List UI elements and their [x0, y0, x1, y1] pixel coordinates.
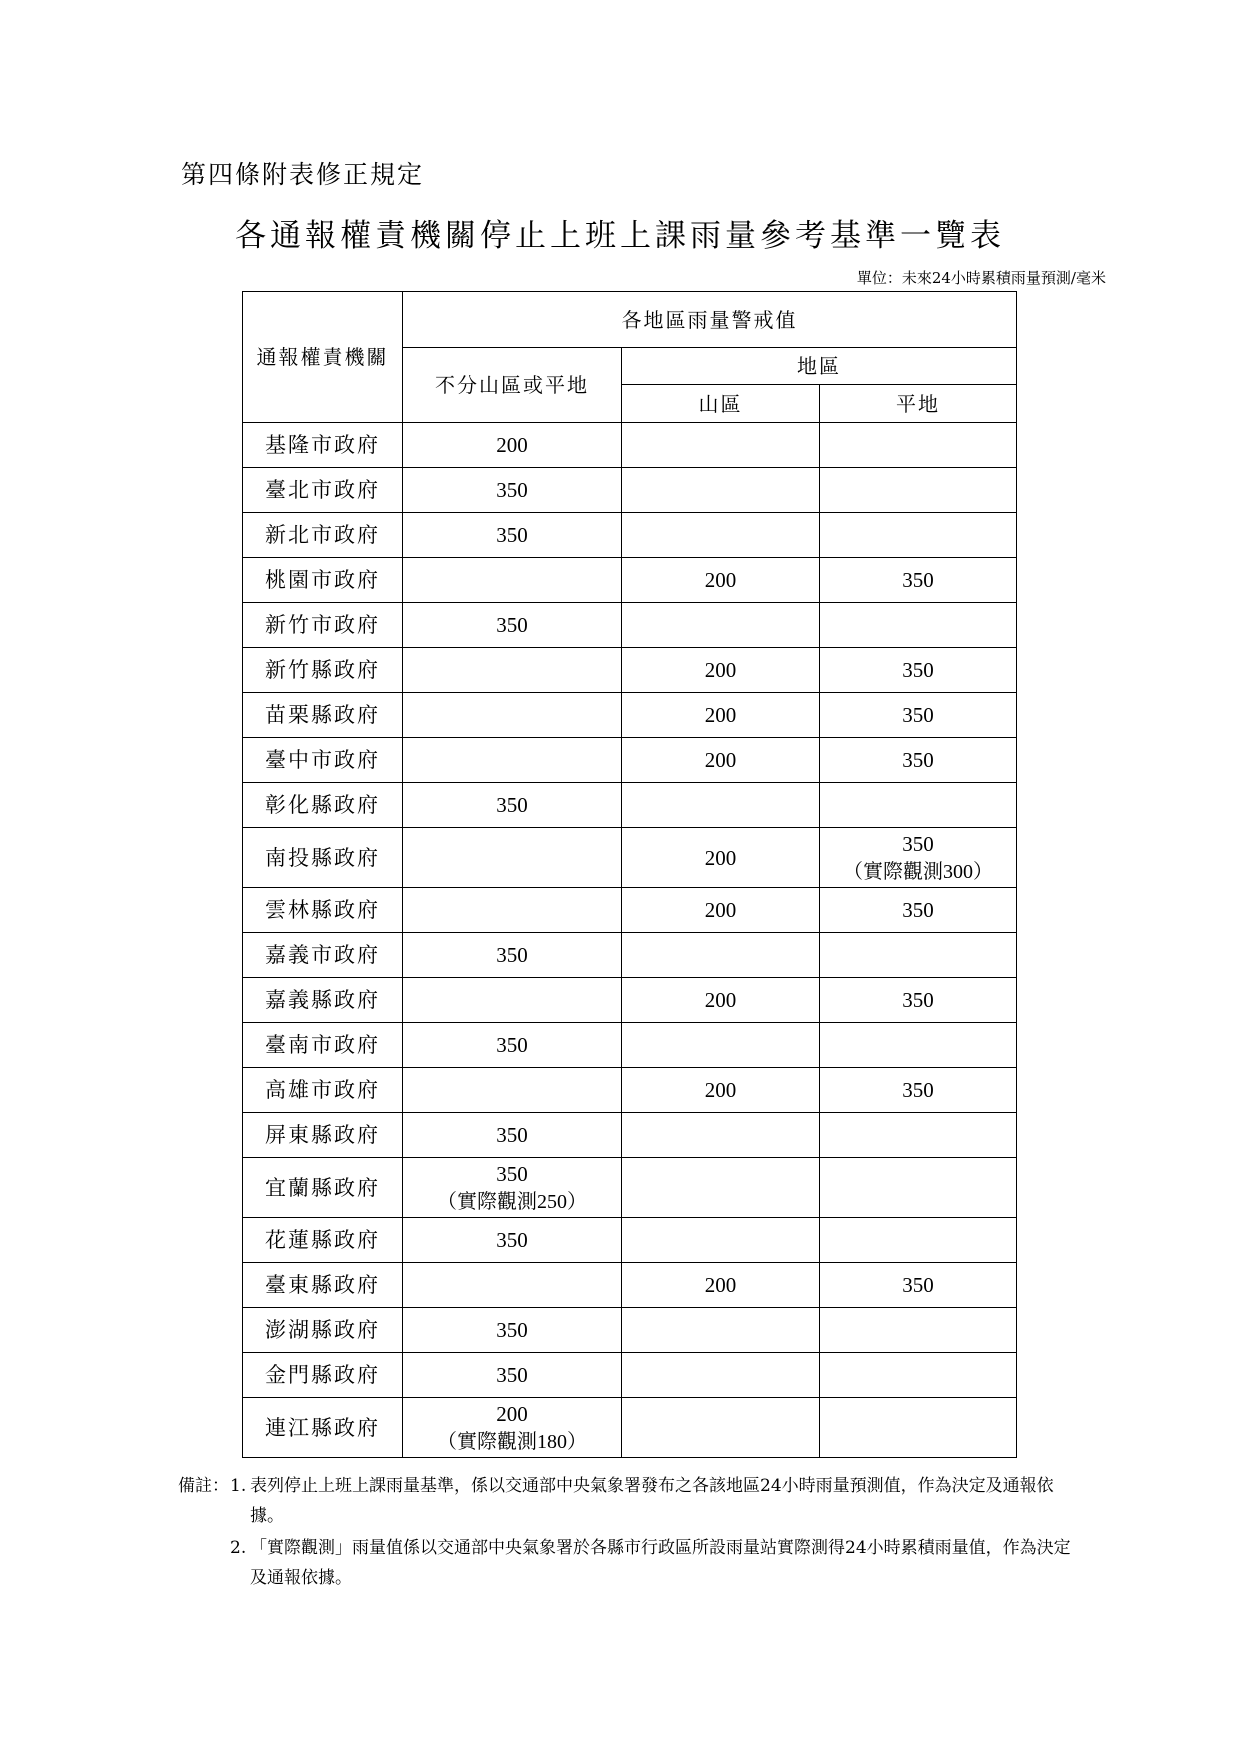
agency-cell: 高雄市政府	[243, 1068, 403, 1113]
plain-value-cell	[820, 1068, 1017, 1113]
table-row	[243, 783, 1017, 828]
any-area-value-cell	[403, 558, 622, 603]
table-row	[243, 1158, 1017, 1218]
any-area-value-cell	[403, 603, 622, 648]
any-area-value-cell	[403, 693, 622, 738]
rainfall-value: 350	[496, 1033, 528, 1057]
plain-value-cell	[820, 468, 1017, 513]
mountain-value-cell	[622, 1023, 820, 1068]
plain-value-cell	[820, 1353, 1017, 1398]
table-row	[243, 888, 1017, 933]
mountain-value-cell	[622, 1308, 820, 1353]
agency-cell: 臺南市政府	[243, 1023, 403, 1068]
table-row	[243, 1263, 1017, 1308]
plain-value-cell	[820, 978, 1017, 1023]
mountain-value-cell	[622, 423, 820, 468]
any-area-value-cell	[403, 1263, 622, 1308]
observed-value: （實際觀測180）	[437, 1430, 587, 1453]
page-heading: 第四條附表修正規定	[181, 160, 425, 189]
table-row	[243, 1068, 1017, 1113]
mountain-value-cell	[622, 468, 820, 513]
plain-value-cell	[820, 888, 1017, 933]
plain-value-cell	[820, 1398, 1017, 1458]
plain-value-cell	[820, 423, 1017, 468]
rainfall-value: 350	[902, 1078, 934, 1102]
agency-cell: 苗栗縣政府	[243, 693, 403, 738]
table-row	[243, 1023, 1017, 1068]
rainfall-value: 350	[902, 831, 934, 856]
agency-cell: 嘉義市政府	[243, 933, 403, 978]
any-area-value-cell	[403, 828, 622, 888]
mountain-value-cell	[622, 1263, 820, 1308]
rainfall-value: 350	[496, 478, 528, 502]
header-warning-values: 各地區雨量警戒值	[403, 292, 1017, 348]
agency-cell: 臺東縣政府	[243, 1263, 403, 1308]
any-area-value-cell	[403, 738, 622, 783]
plain-value-cell	[820, 1218, 1017, 1263]
agency-cell: 臺北市政府	[243, 468, 403, 513]
table-row	[243, 693, 1017, 738]
header-mountain: 山區	[622, 385, 820, 423]
rainfall-value: 200	[704, 1078, 737, 1102]
mountain-value-cell	[622, 1113, 820, 1158]
agency-cell: 基隆市政府	[243, 423, 403, 468]
any-area-value-cell	[403, 1218, 622, 1263]
header-region: 地區	[622, 348, 1017, 385]
rainfall-value: 200	[704, 703, 737, 727]
agency-cell: 桃園市政府	[243, 558, 403, 603]
agency-cell: 澎湖縣政府	[243, 1308, 403, 1353]
rainfall-value: 350	[902, 748, 934, 772]
mountain-value-cell	[622, 738, 820, 783]
any-area-value-cell	[403, 468, 622, 513]
mountain-value-cell	[622, 1398, 820, 1458]
plain-value-cell	[820, 1113, 1017, 1158]
any-area-value-cell	[403, 888, 622, 933]
agency-cell: 南投縣政府	[243, 828, 403, 888]
rainfall-value: 200	[704, 568, 737, 592]
plain-value-cell	[820, 513, 1017, 558]
any-area-value-cell	[403, 423, 622, 468]
plain-value-cell	[820, 933, 1017, 978]
mountain-value-cell	[622, 513, 820, 558]
rainfall-value: 350	[496, 1228, 528, 1252]
rainfall-value: 350	[902, 568, 934, 592]
table-row	[243, 558, 1017, 603]
any-area-value-cell	[403, 513, 622, 558]
table-row	[243, 648, 1017, 693]
rainfall-value: 350	[496, 613, 528, 637]
rainfall-value: 350	[902, 1273, 934, 1297]
agency-cell: 新竹市政府	[243, 603, 403, 648]
agency-cell: 宜蘭縣政府	[243, 1158, 403, 1218]
header-agency: 通報權責機關	[243, 292, 403, 423]
table-row	[243, 1398, 1017, 1458]
any-area-value-cell	[403, 1068, 622, 1113]
mountain-value-cell	[622, 978, 820, 1023]
note-text: 「實際觀測」雨量值係以交通部中央氣象署於各縣市行政區所設雨量站實際測得24小時累積雨量值，作為決定及通報依據。	[250, 1538, 1071, 1588]
table-row	[243, 978, 1017, 1023]
observed-value: （實際觀測250）	[437, 1190, 587, 1213]
mountain-value-cell	[622, 648, 820, 693]
document-title: 各通報權責機關停止上班上課雨量參考基準一覽表	[235, 218, 1005, 254]
any-area-value-cell	[403, 1113, 622, 1158]
agency-cell: 屏東縣政府	[243, 1113, 403, 1158]
mountain-value-cell	[622, 783, 820, 828]
plain-value-cell	[820, 1023, 1017, 1068]
agency-cell: 嘉義縣政府	[243, 978, 403, 1023]
plain-value-cell	[820, 693, 1017, 738]
table-body	[243, 423, 1017, 1458]
rainfall-value: 350	[902, 988, 934, 1012]
mountain-value-cell	[622, 828, 820, 888]
any-area-value-cell	[403, 1398, 622, 1458]
rainfall-value: 200	[496, 433, 528, 457]
table-row	[243, 1353, 1017, 1398]
table-row	[243, 933, 1017, 978]
any-area-value-cell	[403, 648, 622, 693]
plain-value-cell	[820, 648, 1017, 693]
agency-cell: 連江縣政府	[243, 1398, 403, 1458]
unit-note: 單位：未來24小時累積雨量預測/毫米	[856, 269, 1106, 287]
agency-cell: 彰化縣政府	[243, 783, 403, 828]
note-item-2	[178, 1533, 1086, 1593]
rainfall-value: 350	[496, 1161, 528, 1186]
plain-value-cell	[820, 1308, 1017, 1353]
mountain-value-cell	[622, 558, 820, 603]
table-row	[243, 423, 1017, 468]
rainfall-value: 350	[496, 1123, 528, 1147]
rainfall-table	[242, 291, 1017, 1458]
table-row	[243, 1308, 1017, 1353]
mountain-value-cell	[622, 1218, 820, 1263]
rainfall-value: 350	[496, 1363, 528, 1387]
mountain-value-cell	[622, 933, 820, 978]
rainfall-value: 350	[496, 523, 528, 547]
table-row	[243, 738, 1017, 783]
table-row	[243, 828, 1017, 888]
plain-value-cell	[820, 738, 1017, 783]
note-text: 表列停止上班上課雨量基準，係以交通部中央氣象署發布之各該地區24小時雨量預測值，作為決定及通報依據。	[250, 1476, 1054, 1526]
rainfall-value: 200	[496, 1401, 528, 1426]
rainfall-value: 200	[704, 898, 737, 922]
header-plain: 平地	[820, 385, 1017, 423]
agency-cell: 臺中市政府	[243, 738, 403, 783]
any-area-value-cell	[403, 1353, 622, 1398]
agency-cell: 雲林縣政府	[243, 888, 403, 933]
rainfall-value: 350	[496, 1318, 528, 1342]
mountain-value-cell	[622, 888, 820, 933]
table-row	[243, 513, 1017, 558]
any-area-value-cell	[403, 1023, 622, 1068]
any-area-value-cell	[403, 933, 622, 978]
agency-cell: 花蓮縣政府	[243, 1218, 403, 1263]
rainfall-value: 350	[902, 703, 934, 727]
rainfall-value: 200	[704, 845, 737, 870]
any-area-value-cell	[403, 1158, 622, 1218]
plain-value-cell	[820, 783, 1017, 828]
notes-lead: 備註：	[178, 1476, 229, 1496]
mountain-value-cell	[622, 603, 820, 648]
plain-value-cell	[820, 828, 1017, 888]
agency-cell: 新竹縣政府	[243, 648, 403, 693]
rainfall-value: 350	[496, 793, 528, 817]
mountain-value-cell	[622, 1068, 820, 1113]
mountain-value-cell	[622, 1158, 820, 1218]
table-row	[243, 468, 1017, 513]
mountain-value-cell	[622, 693, 820, 738]
rainfall-value: 200	[704, 748, 737, 772]
rainfall-value: 200	[704, 1273, 737, 1297]
table-row	[243, 1218, 1017, 1263]
note-number: 2.	[230, 1538, 247, 1558]
notes-section	[178, 1471, 1086, 1593]
plain-value-cell	[820, 1158, 1017, 1218]
agency-cell: 金門縣政府	[243, 1353, 403, 1398]
any-area-value-cell	[403, 783, 622, 828]
plain-value-cell	[820, 558, 1017, 603]
table-row	[243, 1113, 1017, 1158]
rainfall-value: 350	[902, 658, 934, 682]
plain-value-cell	[820, 603, 1017, 648]
rainfall-value: 350	[902, 898, 934, 922]
plain-value-cell	[820, 1263, 1017, 1308]
note-item-1	[178, 1471, 1086, 1531]
note-number: 1.	[230, 1476, 247, 1496]
agency-cell: 新北市政府	[243, 513, 403, 558]
table-row	[243, 603, 1017, 648]
rainfall-value: 350	[496, 943, 528, 967]
any-area-value-cell	[403, 978, 622, 1023]
rainfall-value: 200	[704, 658, 737, 682]
rainfall-value: 200	[704, 988, 737, 1012]
observed-value: （實際觀測300）	[843, 860, 993, 883]
mountain-value-cell	[622, 1353, 820, 1398]
any-area-value-cell	[403, 1308, 622, 1353]
header-any-area: 不分山區或平地	[403, 348, 622, 423]
